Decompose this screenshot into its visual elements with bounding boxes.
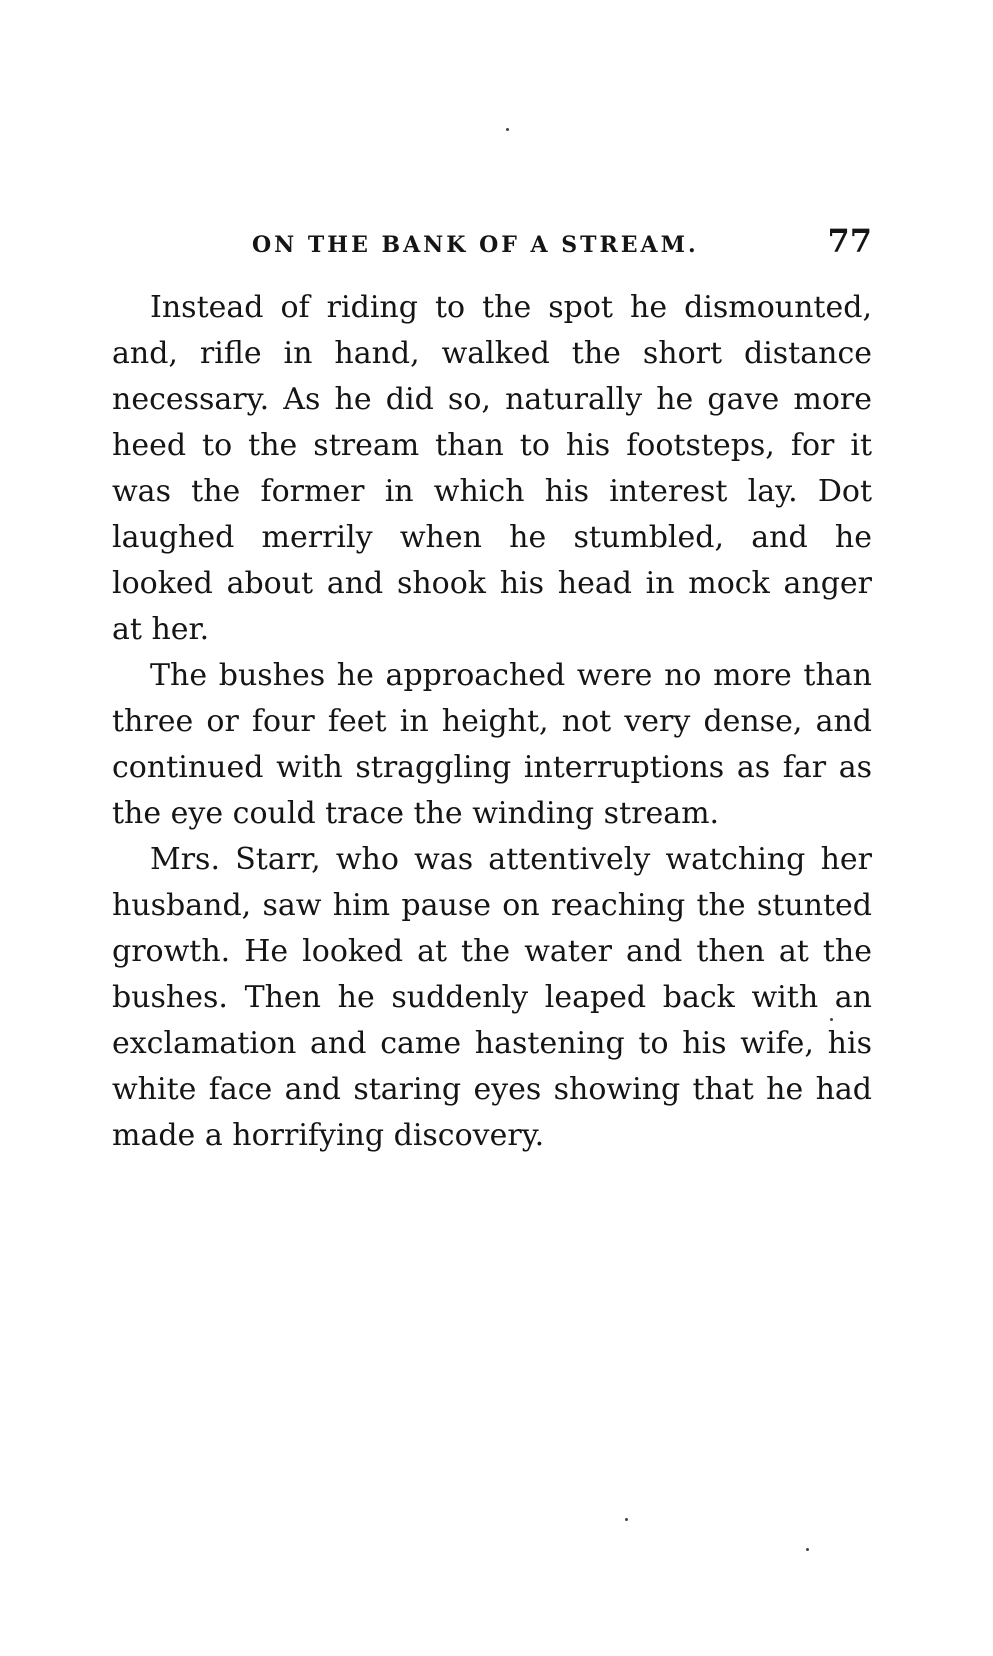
running-head (112, 222, 872, 268)
body-text (112, 285, 872, 1159)
paragraph-1: Instead of riding to the spot he dismounted, and, rifle in hand, walked the short distance necessary. As he did so, naturally he gave more heed to the stream than to his footsteps, for it was the former in which his interest lay. Dot laughed merrily when he stumbled, and he looked about and shook his head in mock anger at her. (112, 290, 872, 647)
paper-speck (625, 1518, 628, 1521)
page-number: 77 (827, 222, 872, 260)
paper-speck (806, 1548, 809, 1551)
paragraph-3: Mrs. Starr, who was attentively watching her husband, saw him pause on reaching the stunted growth. He looked at the water and then at the bushes. Then he suddenly leaped back with an exclamation and came hastening to his wife, his white face and staring eyes showing that he had made a horrifying discovery. (112, 842, 872, 1153)
running-title: ON THE BANK OF A STREAM. (252, 232, 699, 258)
paper-speck (830, 1018, 833, 1021)
paper-speck (506, 128, 509, 131)
paragraph-2: The bushes he approached were no more than three or four feet in height, not very dense, and continued with straggling interruptions as far as the eye could trace the winding stream. (112, 658, 872, 831)
